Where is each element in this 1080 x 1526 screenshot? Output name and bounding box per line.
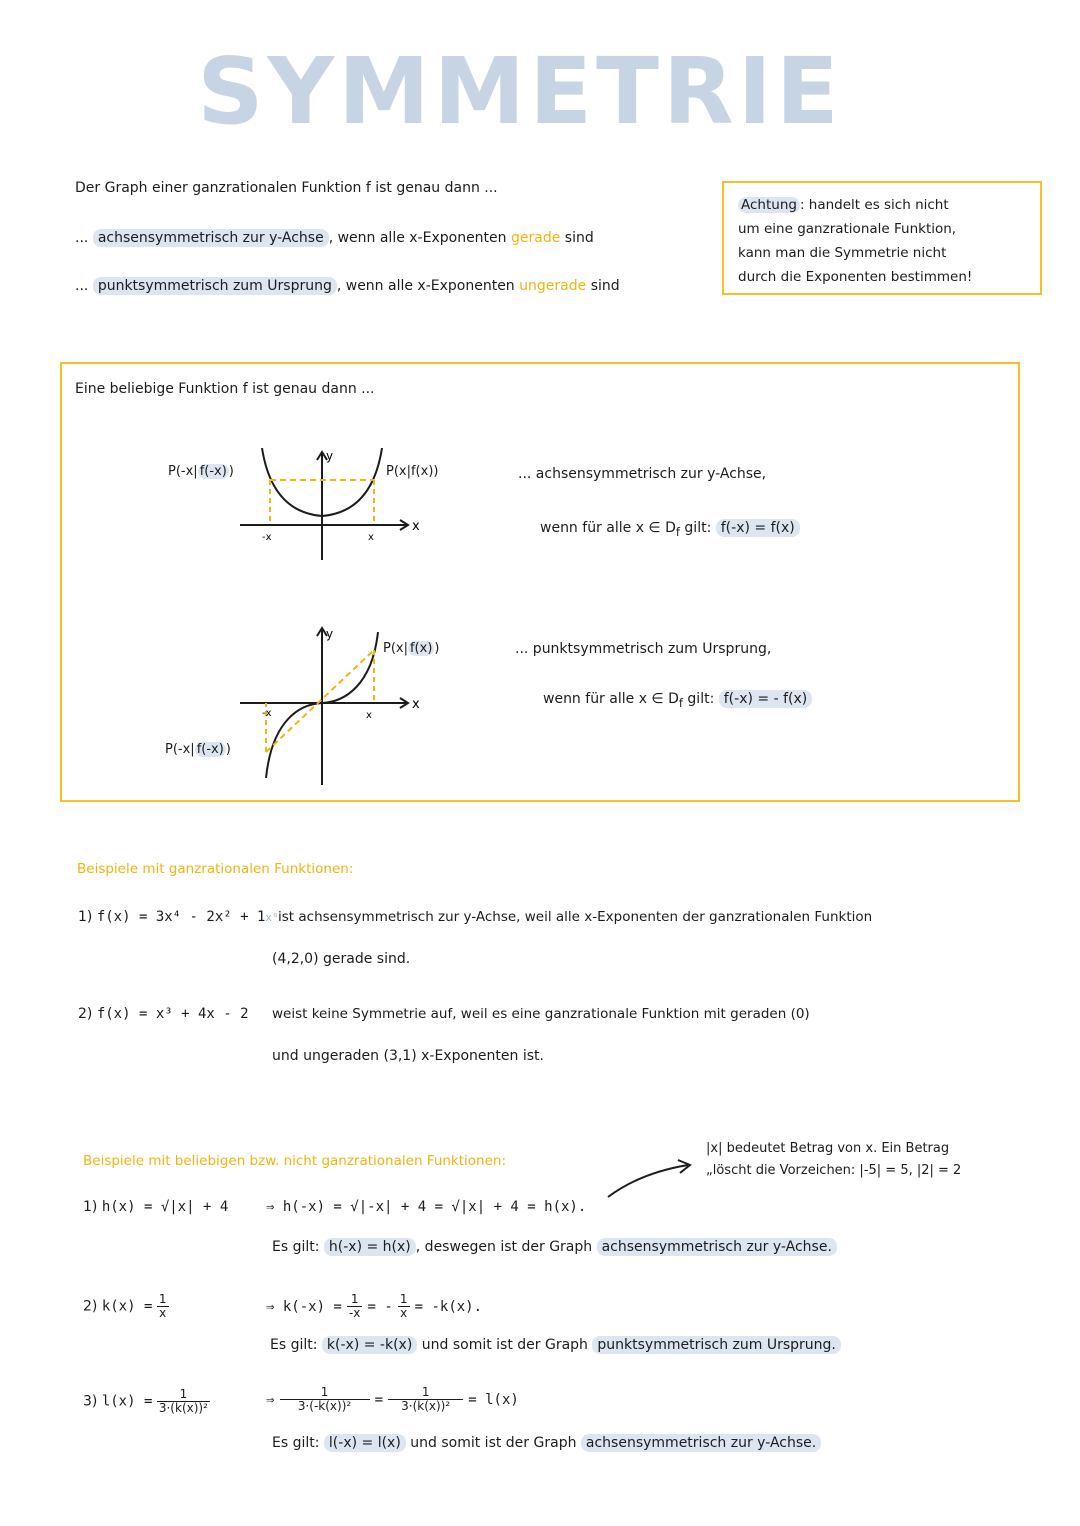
example-poly-2-text-1: weist keine Symmetrie auf, weil es eine ganzrationale Funktion mit geraden (0) bbox=[272, 1006, 810, 1022]
example-general-3-result-pre: Es gilt: bbox=[272, 1435, 320, 1451]
example-general-2-definition bbox=[83, 1293, 169, 1320]
example-poly-2-text-2: und ungeraden (3,1) x-Exponenten ist. bbox=[272, 1048, 544, 1064]
absolute-value-note-line-1: |x| bedeutet Betrag von x. Ein Betrag bbox=[706, 1141, 950, 1156]
example-general-3-result-mid: und somit ist der Graph bbox=[410, 1435, 577, 1451]
general-lead: Eine beliebige Funktion f ist genau dann ... bbox=[75, 381, 375, 397]
example-general-1-definition bbox=[83, 1199, 228, 1215]
point-condition-sub: f bbox=[678, 695, 683, 710]
warning-note-line-2: um eine ganzrationale Funktion, bbox=[738, 221, 957, 237]
axis-condition-gilt: gilt: bbox=[684, 520, 712, 536]
fraction-numerator: 1 bbox=[388, 1386, 463, 1400]
example-general-1-result-mid: , deswegen ist der Graph bbox=[415, 1239, 593, 1255]
general-point-text: ... punktsymmetrisch zum Ursprung, bbox=[515, 641, 772, 657]
graph1-x-label: x bbox=[412, 519, 420, 534]
example-general-3-number: 3) bbox=[83, 1393, 98, 1410]
example-poly-1-function: f(x) = 3x⁴ - 2x² + 1 bbox=[96, 909, 266, 925]
example-general-2-result-pre: Es gilt: bbox=[270, 1337, 318, 1353]
intro-lead: Der Graph einer ganzrationalen Funktion f ist genau dann ... bbox=[75, 180, 498, 196]
intro-axis-end: sind bbox=[564, 230, 594, 246]
general-axis-condition bbox=[540, 520, 800, 539]
absolute-value-note bbox=[706, 1138, 961, 1182]
example-general-2-result-mid: und somit ist der Graph bbox=[421, 1337, 588, 1353]
example-general-3-definition bbox=[83, 1388, 210, 1415]
graph2-y-label: y bbox=[326, 627, 334, 641]
example-general-2-calculation bbox=[266, 1293, 482, 1320]
intro-axis-word: gerade bbox=[510, 230, 561, 246]
general-point-condition bbox=[543, 691, 812, 710]
absolute-value-note-line-2: „löscht die Vorzeichen: |-5| = 5, |2| = 2 bbox=[706, 1163, 962, 1178]
example-general-3-function: l(x) = bbox=[101, 1393, 153, 1410]
point-condition-gilt: gilt: bbox=[687, 691, 715, 707]
example-poly-2-formula bbox=[78, 1006, 249, 1022]
axis-condition-text: wenn für alle x ∈ D bbox=[540, 520, 676, 536]
example-general-3-result-hl: l(-x) = l(x) bbox=[324, 1434, 406, 1452]
example-poly-2-function: f(x) = x³ + 4x - 2 bbox=[96, 1006, 249, 1022]
intro-point-highlight: punktsymmetrisch zum Ursprung bbox=[93, 277, 337, 295]
point-condition-formula: f(-x) = - f(x) bbox=[719, 690, 812, 708]
fraction-numerator: 1 bbox=[399, 1292, 408, 1306]
graph2-bottom-label-hl: f(-x) bbox=[196, 742, 224, 757]
example-general-3-result-hl2: achsensymmetrisch zur y-Achse. bbox=[581, 1434, 821, 1452]
graph2-top-label-hl: f(x) bbox=[409, 641, 433, 656]
warning-note-text-1: : handelt es sich nicht bbox=[799, 197, 949, 213]
example-general-3-calc-end: = l(x) bbox=[468, 1392, 519, 1408]
fraction-denominator: x bbox=[159, 1306, 167, 1320]
general-axis-text: ... achsensymmetrisch zur y-Achse, bbox=[518, 466, 767, 482]
examples-general-heading: Beispiele mit beliebigen bzw. nicht ganzrationalen Funktionen: bbox=[83, 1153, 507, 1169]
graph2-top-label-end: ) bbox=[434, 641, 440, 656]
example-general-2-result-hl: k(-x) = -k(x) bbox=[322, 1336, 417, 1354]
graph1-tick-pos: x bbox=[368, 532, 374, 543]
intro-point-mid: , wenn alle x-Exponenten bbox=[336, 278, 515, 294]
graph2-bottom-point-label bbox=[165, 742, 231, 757]
example-general-1-calculation: ⇒ h(-x) = √|-x| + 4 = √|x| + 4 = h(x). bbox=[266, 1199, 587, 1215]
example-general-3-fraction bbox=[157, 1388, 210, 1415]
example-general-1-result-hl: h(-x) = h(x) bbox=[324, 1238, 416, 1256]
example-general-2-function: k(x) = bbox=[101, 1298, 153, 1315]
fraction-numerator: 1 bbox=[347, 1293, 362, 1307]
example-general-3-calc-eq: = bbox=[374, 1392, 384, 1408]
symmetry-dashed-line bbox=[266, 650, 374, 752]
example-general-2-fraction bbox=[157, 1293, 169, 1320]
graph2-tick-neg: -x bbox=[262, 708, 272, 719]
intro-axis-highlight: achsensymmetrisch zur y-Achse bbox=[93, 229, 329, 247]
example-poly-1-formula bbox=[78, 909, 279, 925]
graph1-left-label-hl: f(-x) bbox=[199, 464, 227, 479]
fraction-denominator: 3·(-k(x))² bbox=[297, 1399, 352, 1413]
example-general-1-function: h(x) = √|x| + 4 bbox=[101, 1199, 229, 1215]
intro-point-word: ungerade bbox=[519, 278, 587, 294]
example-general-2-calc-fraction-2 bbox=[398, 1293, 410, 1320]
even-function-graph bbox=[150, 440, 480, 570]
warning-note-line-1 bbox=[738, 193, 1026, 217]
graph1-left-point-label bbox=[168, 464, 234, 479]
graph2-bottom-label-end: ) bbox=[225, 742, 231, 757]
intro-axis-line bbox=[75, 230, 594, 246]
example-general-3-result bbox=[272, 1435, 821, 1451]
example-general-3-calculation bbox=[266, 1386, 519, 1413]
graph2-top-point-label bbox=[383, 641, 439, 656]
note-arrow-icon bbox=[600, 1155, 700, 1205]
intro-point-end: sind bbox=[590, 278, 620, 294]
intro-axis-prefix: ... bbox=[75, 230, 89, 246]
fraction-numerator: 1 bbox=[280, 1386, 370, 1400]
examples-polynomial-heading: Beispiele mit ganzrationalen Funktionen: bbox=[77, 861, 354, 877]
fraction-numerator: 1 bbox=[158, 1292, 167, 1306]
example-general-2-calc-fraction-1 bbox=[347, 1293, 362, 1320]
fraction-denominator: 3·(k(x))² bbox=[401, 1399, 451, 1413]
example-general-3-calc-pre: ⇒ bbox=[266, 1392, 275, 1408]
graph1-left-label-text: P(-x| bbox=[168, 464, 198, 479]
example-poly-1-number: 1) bbox=[78, 909, 93, 925]
graph2-tick-pos: x bbox=[366, 710, 372, 721]
fraction-denominator: -x bbox=[348, 1306, 361, 1320]
example-poly-1-text-1: ist achsensymmetrisch zur y-Achse, weil alle x-Exponenten der ganzrationalen Funktion bbox=[278, 909, 873, 925]
fraction-denominator: 3·(k(x))² bbox=[158, 1401, 208, 1415]
fraction-numerator: 1 bbox=[157, 1388, 210, 1402]
axis-condition-formula: f(-x) = f(x) bbox=[716, 519, 800, 537]
example-general-2-number: 2) bbox=[83, 1298, 98, 1315]
example-general-1-result-hl2: achsensymmetrisch zur y-Achse. bbox=[597, 1238, 837, 1256]
example-poly-1-text-2: (4,2,0) gerade sind. bbox=[272, 951, 411, 967]
warning-note-line-4: durch die Exponenten bestimmen! bbox=[738, 269, 973, 285]
example-general-2-result bbox=[270, 1337, 841, 1353]
warning-note-label: Achtung bbox=[738, 197, 800, 213]
warning-note-line-3: kann man die Symmetrie nicht bbox=[738, 245, 947, 261]
intro-axis-mid: , wenn alle x-Exponenten bbox=[328, 230, 507, 246]
graph1-y-label: y bbox=[326, 449, 334, 463]
graph2-top-label-text: P(x| bbox=[383, 641, 408, 656]
example-poly-2-number: 2) bbox=[78, 1006, 93, 1022]
axis-condition-sub: f bbox=[675, 524, 680, 539]
example-general-3-calc-fraction-2 bbox=[388, 1386, 463, 1413]
example-general-2-calc-eq: = - bbox=[367, 1299, 393, 1315]
example-general-2-calc-end: = -k(x). bbox=[414, 1299, 483, 1315]
graph2-x-label: x bbox=[412, 697, 420, 712]
page-title: SYMMETRIE bbox=[197, 38, 843, 145]
example-general-2-calc-pre: ⇒ k(-x) = bbox=[266, 1299, 342, 1315]
example-poly-1-extra: x⁰ bbox=[265, 911, 279, 924]
graph1-right-point-label: P(x|f(x)) bbox=[386, 464, 439, 479]
example-general-1-result-pre: Es gilt: bbox=[272, 1239, 320, 1255]
intro-point-line bbox=[75, 278, 620, 294]
point-condition-text: wenn für alle x ∈ D bbox=[543, 691, 679, 707]
fraction-denominator: x bbox=[400, 1306, 408, 1320]
graph1-left-label-end: ) bbox=[228, 464, 234, 479]
graph2-bottom-label-text: P(-x| bbox=[165, 742, 195, 757]
intro-point-prefix: ... bbox=[75, 278, 89, 294]
example-general-3-calc-fraction-1 bbox=[280, 1386, 370, 1413]
example-general-1-number: 1) bbox=[83, 1199, 98, 1215]
example-general-1-result bbox=[272, 1239, 837, 1255]
example-general-2-result-hl2: punktsymmetrisch zum Ursprung. bbox=[592, 1336, 840, 1354]
graph1-tick-neg: -x bbox=[262, 532, 272, 543]
warning-note-box bbox=[722, 181, 1042, 295]
